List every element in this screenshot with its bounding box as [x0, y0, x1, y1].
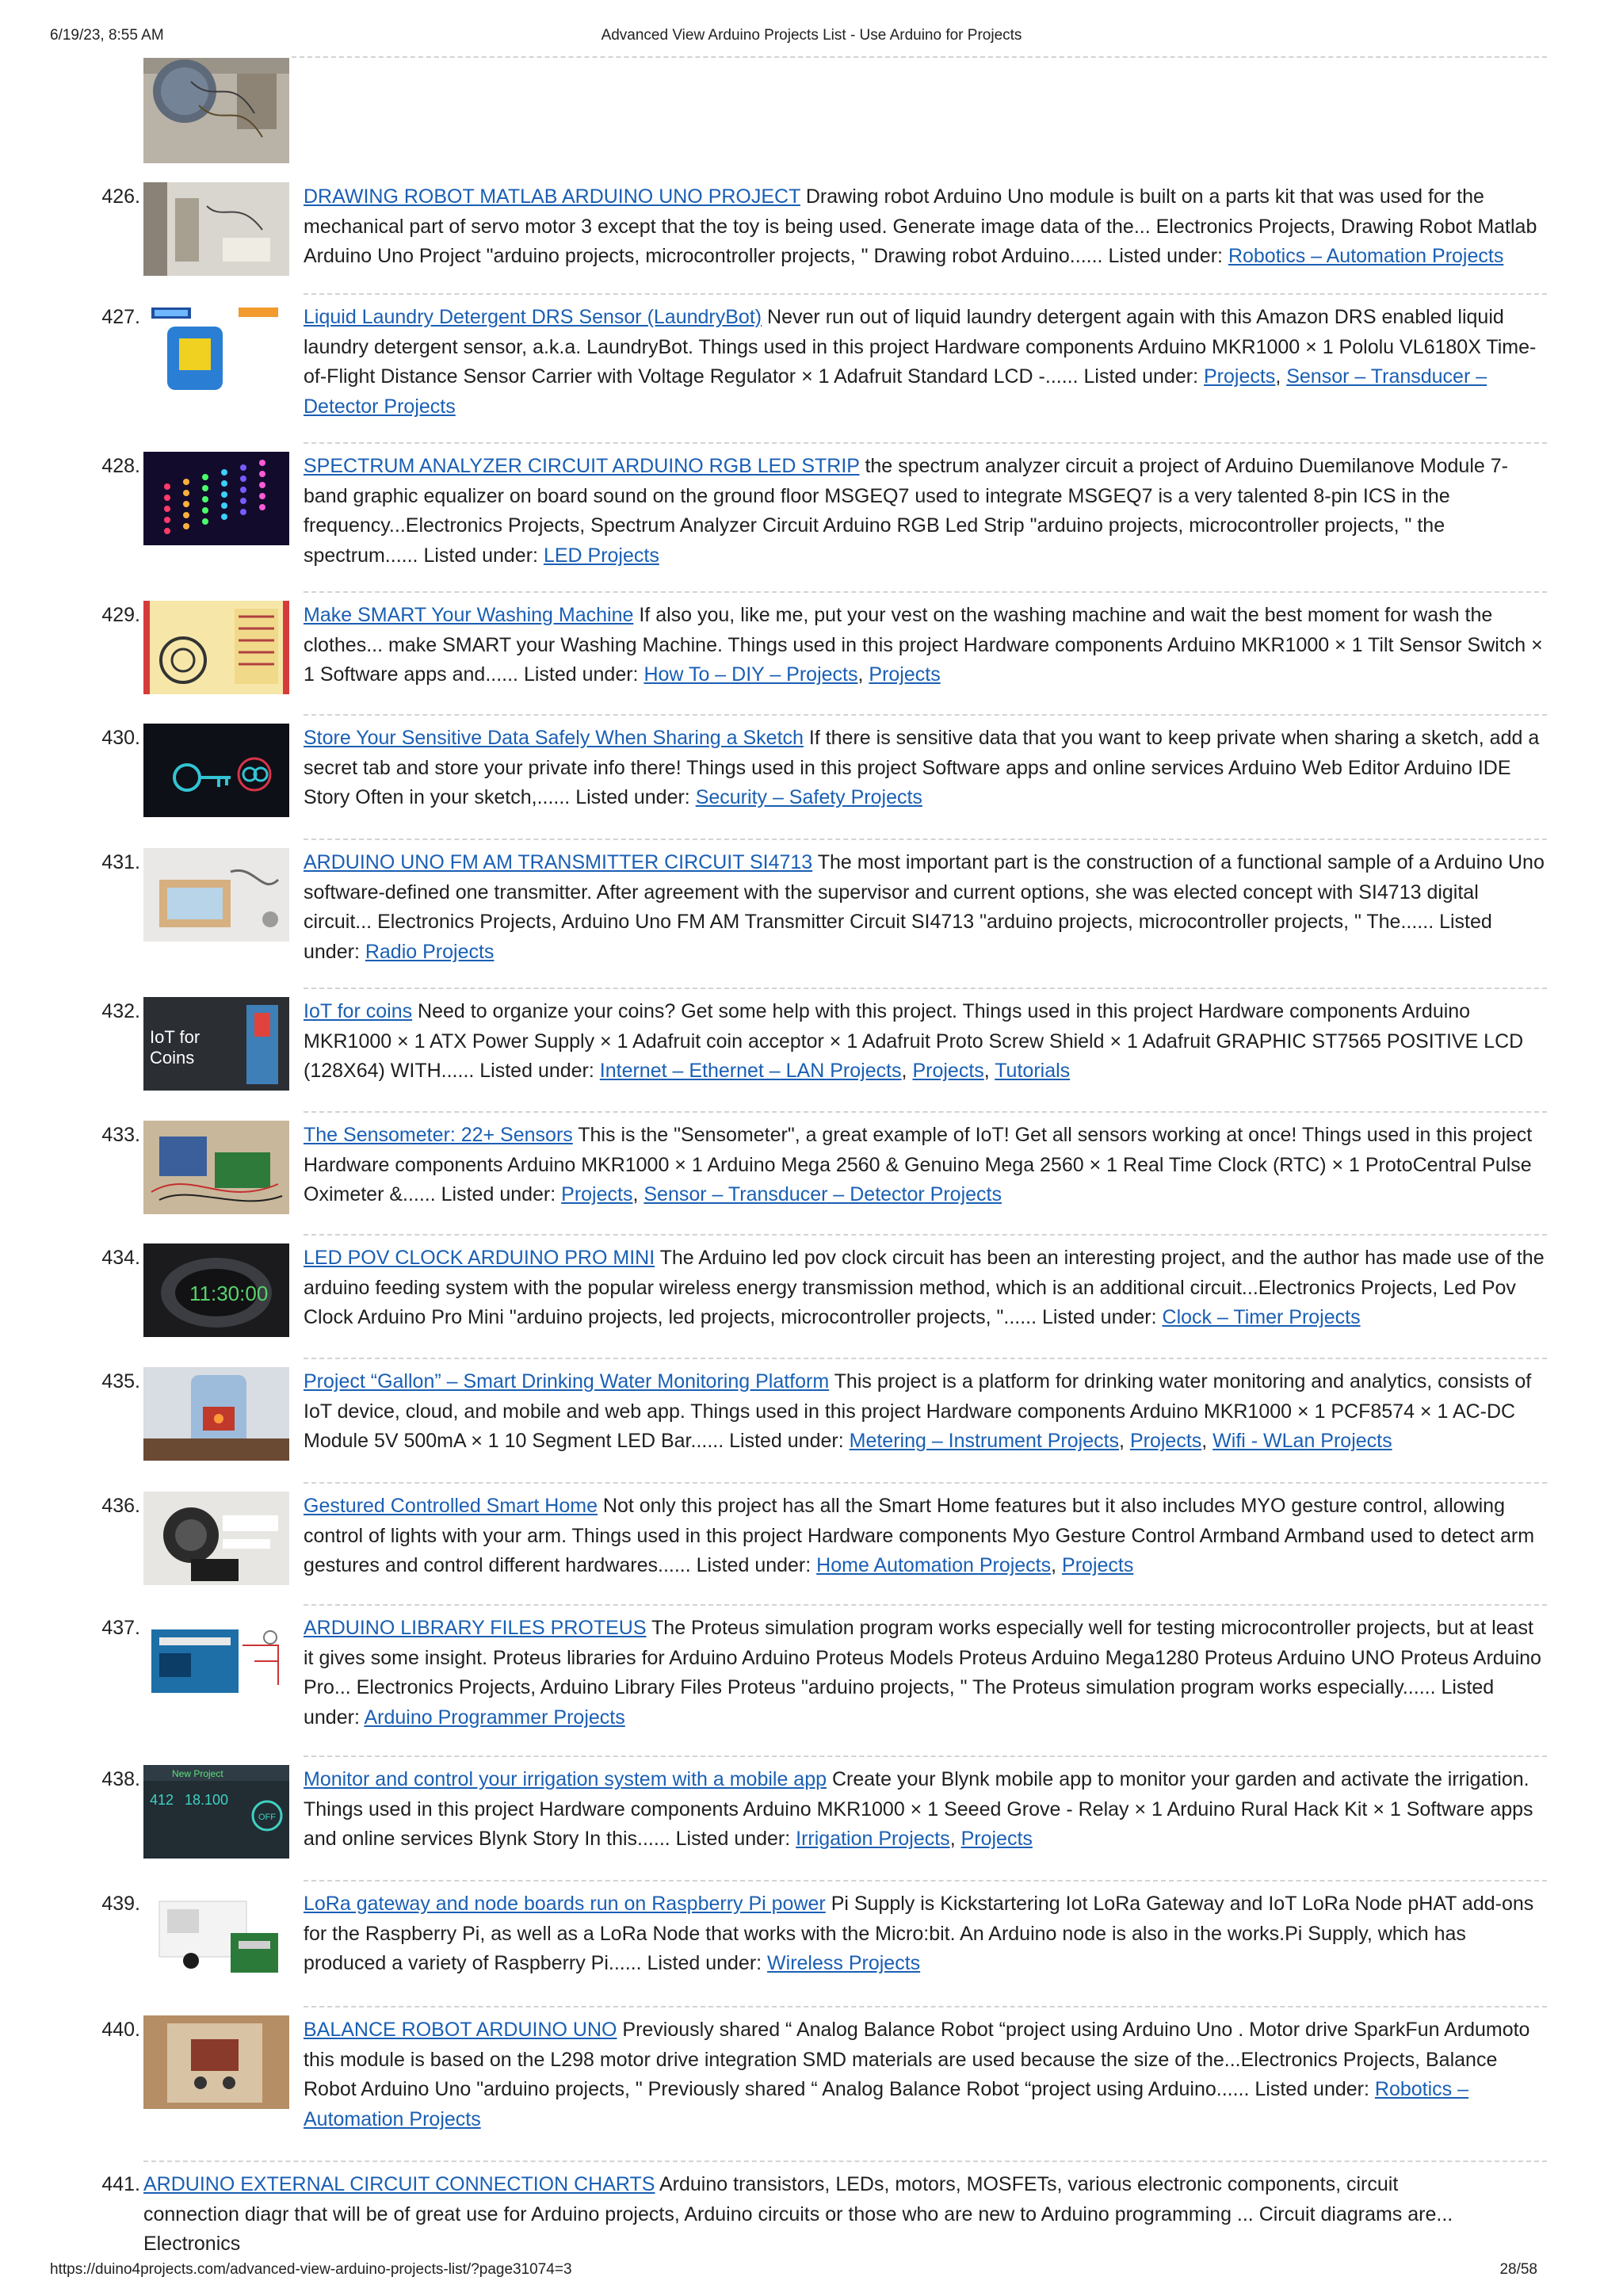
entry-text	[304, 601, 1545, 690]
category-separator: ,	[983, 1060, 995, 1082]
entry-number: 433.	[101, 1124, 140, 1146]
entry-text	[143, 2170, 1491, 2260]
category-link-projects[interactable]: Projects	[869, 663, 941, 686]
project-title-link[interactable]: Gestured Controlled Smart Home	[304, 1495, 598, 1517]
project-title-link[interactable]: SPECTRUM ANALYZER CIRCUIT ARDUINO RGB LED STRIP	[304, 455, 860, 477]
entry-text	[304, 1765, 1545, 1855]
listed-under-label: Listed under:	[523, 663, 644, 686]
toggle-state: OFF	[258, 1813, 276, 1822]
project-description: The most important part is the construction of a functional sample of a Arduino Uno software-defined one transmitter. After agreement with the supervisor and current options, she was elected concept with SI4713 digital circuit... Electronics Projects, Arduino Uno FM AM Transmitter Circuit SI4713 "arduino projects, microcontroller projects, " The......	[304, 851, 1545, 933]
project-thumbnail[interactable]	[143, 2015, 289, 2109]
entry-text	[304, 724, 1545, 813]
listed-under-label: Listed under:	[575, 786, 696, 808]
entry-divider	[304, 293, 1547, 295]
project-thumbnail[interactable]	[143, 1244, 289, 1337]
entry-text	[304, 2015, 1545, 2134]
category-link-how-to-diy-projects[interactable]: How To – DIY – Projects	[643, 663, 858, 686]
svg-text:Coins: Coins	[150, 1048, 195, 1068]
project-title-link[interactable]: The Sensometer: 22+ Sensors	[304, 1124, 573, 1146]
category-separator: ,	[857, 663, 869, 686]
entry-number: 435.	[101, 1370, 140, 1392]
project-title-link[interactable]: LED POV CLOCK ARDUINO PRO MINI	[304, 1247, 655, 1269]
entry-divider	[304, 1755, 1547, 1757]
project-description: The Proteus simulation program works especially well for testing microcontroller projects, but at least it gives some insight. Proteus libraries for Arduino Arduino Proteus Models Proteus Arduino Mega1280 Proteus Arduino UNO Proteus Arduino Pro... Electronics Projects, Arduino Library Files Proteus "arduino projects, " The Proteus simulation program works especially......	[304, 1617, 1541, 1698]
entry-text	[304, 1492, 1545, 1581]
project-title-link[interactable]: ARDUINO EXTERNAL CIRCUIT CONNECTION CHARTS	[143, 2173, 655, 2195]
entry-text	[304, 1367, 1545, 1457]
category-link-projects[interactable]: Projects	[1129, 1430, 1202, 1452]
print-datetime: 6/19/23, 8:55 AM	[50, 27, 164, 44]
category-separator: ,	[1051, 1554, 1063, 1576]
category-separator: ,	[632, 1183, 644, 1205]
project-description: Pi Supply is Kickstartering Iot LoRa Gateway and IoT LoRa Node pHAT add-ons for the Raspberry Pi, as well as a LoRa Node that works with the Micro:bit. An Arduino node is also in the works.Pi Supply, which has produced a variety of Raspberry Pi......	[304, 1893, 1534, 1974]
project-description: The Arduino led pov clock circuit has been an interesting project, and the author has made use of the arduino feeding system with the popular wireless energy transmission method, which is an additional circuit...Electronics Projects, Led Pov Clock Arduino Pro Mini "arduino projects, led projects, microcontroller projects, "......	[304, 1247, 1545, 1328]
entry-number: 428.	[101, 455, 140, 477]
entry-divider	[304, 442, 1547, 444]
category-link-internet-ethernet-lan-projects[interactable]: Internet – Ethernet – LAN Projects	[599, 1060, 902, 1082]
listed-under-label: Listed under:	[696, 1554, 817, 1576]
listed-under-label: Listed under:	[1042, 1306, 1163, 1328]
entry-divider	[304, 839, 1547, 840]
project-title-link[interactable]: ARDUINO LIBRARY FILES PROTEUS	[304, 1617, 647, 1639]
project-title-link[interactable]: ARDUINO UNO FM AM TRANSMITTER CIRCUIT SI4713	[304, 851, 813, 873]
project-description: Drawing robot Arduino Uno module is built on a parts kit that was used for the mechanical part of servo motor 3 except that the toy is being used. Generate image data of the... Electronics Projects, Drawing Robot Matlab Arduino Uno Project "arduino projects, microcontroller projects, " Drawing robot Arduino......	[304, 185, 1537, 267]
app-title: New Project	[172, 1768, 223, 1779]
entry-divider	[304, 1604, 1547, 1606]
listed-under-label: Listed under:	[729, 1430, 850, 1452]
category-link-sensor-transducer-detector-projects[interactable]: Sensor – Transducer – Detector Projects	[304, 365, 1487, 418]
project-title-link[interactable]: IoT for coins	[304, 1000, 413, 1022]
entry-divider	[143, 2160, 1547, 2162]
project-title-link[interactable]: Liquid Laundry Detergent DRS Sensor (LaundryBot)	[304, 306, 762, 328]
category-link-wifi-wlan-projects[interactable]: Wifi - WLan Projects	[1212, 1430, 1392, 1452]
entry-number: 440.	[101, 2019, 140, 2041]
project-thumbnail[interactable]	[143, 997, 289, 1091]
project-description: Never run out of liquid laundry detergent again with this Amazon DRS enabled liquid laundry detergent sensor, a.k.a. LaundryBot. Things used in this project Hardware components Arduino MKR1000 × 1 Pololu VL6180X Time-of-Flight Distance Sensor Carrier with Voltage Regulator × 1 Adafruit Standard LCD -......	[304, 306, 1537, 388]
entry-text	[304, 1244, 1545, 1333]
entry-text	[304, 303, 1545, 422]
category-link-robotics-automation-projects[interactable]: Robotics – Automation Projects	[1228, 245, 1504, 267]
entry-divider	[304, 2006, 1547, 2008]
entry-text	[304, 1614, 1545, 1733]
entry-divider	[304, 1880, 1547, 1881]
category-link-metering-instrument-projects[interactable]: Metering – Instrument Projects	[849, 1430, 1120, 1452]
category-separator: ,	[1119, 1430, 1130, 1452]
entry-text	[304, 1889, 1545, 1979]
entry-divider	[304, 714, 1547, 716]
listed-under-label: Listed under:	[423, 544, 544, 567]
listed-under-label: Listed under:	[1254, 2078, 1375, 2100]
category-link-projects[interactable]: Projects	[1062, 1554, 1134, 1576]
project-thumbnail[interactable]	[143, 1492, 289, 1585]
project-description: If there is sensitive data that you want to keep private when sharing a sketch, add a secret tab and store your private info there! Things used in this project Software apps and online services Arduino Web Editor Arduino IDE Story Often in your sketch,......	[304, 727, 1540, 808]
entry-number: 434.	[101, 1247, 140, 1269]
listed-under-label: Listed under:	[675, 1828, 796, 1850]
project-title-link[interactable]: DRAWING ROBOT MATLAB ARDUINO UNO PROJECT	[304, 185, 800, 208]
listed-under-label: Listed under:	[441, 1183, 562, 1205]
category-link-irrigation-projects[interactable]: Irrigation Projects	[796, 1828, 950, 1850]
project-description: Arduino transistors, LEDs, motors, MOSFETs, various electronic components, circuit connection diagr that will be of great use for Arduino projects, Arduino circuits or those who are new to Arduino programming ... Circuit diagrams are... Electronics	[143, 2173, 1453, 2255]
category-link-led-projects[interactable]: LED Projects	[543, 544, 659, 567]
project-description: This project is a platform for drinking water monitoring and analytics, consists of IoT device, cloud, and mobile and web app. Things used in this project Hardware components Arduino MKR1000 × 1 PCF8574 × 1 AC-DC Module 5V 500mA × 1 10 Segment LED Bar......	[304, 1370, 1532, 1452]
project-description: Previously shared “ Analog Balance Robot “project using Arduino Uno . Motor drive SparkFun Ardumoto this module is based on the L298 motor drive integration SMD materials are used because the size of the...Electronics Projects, Balance Robot Arduino Uno "arduino projects, " Previously shared “ Analog Balance Robot “project using Arduino......	[304, 2019, 1530, 2100]
thumbnail-caption: IoT for	[150, 1027, 200, 1047]
entry-number: 432.	[101, 1000, 140, 1022]
entry-number: 439.	[101, 1893, 140, 1915]
category-link-projects[interactable]: Projects	[1204, 365, 1276, 388]
page-number: 28/58	[1499, 2261, 1537, 2278]
category-separator: ,	[1201, 1430, 1213, 1452]
entry-number: 429.	[101, 604, 140, 626]
project-thumbnail[interactable]	[143, 1367, 289, 1461]
category-link-tutorials[interactable]: Tutorials	[995, 1060, 1071, 1082]
entry-number: 436.	[101, 1495, 140, 1517]
project-thumbnail[interactable]	[143, 1121, 289, 1214]
project-description: Create your Blynk mobile app to monitor your garden and activate the irrigation. Things used in this project Hardware components Arduino MKR1000 × 1 Seeed Grove - Relay × 1 Arduino Rural Hack Kit × 1 Software apps and online services Blynk Story In this......	[304, 1768, 1533, 1850]
entry-divider	[304, 1234, 1547, 1236]
project-thumbnail[interactable]	[143, 1765, 289, 1859]
listed-under-label: Listed under:	[479, 1060, 600, 1082]
entry-number: 437.	[101, 1617, 140, 1639]
listed-under-label: Listed under:	[647, 1952, 768, 1974]
project-thumbnail[interactable]	[143, 1889, 289, 1983]
entry-text	[304, 1121, 1545, 1210]
value-2: 18.100	[185, 1792, 229, 1808]
entry-number: 430.	[101, 727, 140, 749]
entry-divider	[304, 591, 1547, 593]
project-thumbnail[interactable]	[143, 724, 289, 817]
category-link-clock-timer-projects[interactable]: Clock – Timer Projects	[1162, 1306, 1361, 1328]
listed-under-label: Listed under:	[1108, 245, 1228, 267]
entry-number: 426.	[101, 185, 140, 208]
project-description: If also you, like me, put your vest on the washing machine and wait the best moment for wash the clothes... make SMART your Washing Machine. Things used in this project Hardware components Arduino MKR1000 × 1 Tilt Sensor Switch × 1 Software apps and......	[304, 604, 1543, 686]
entry-number: 438.	[101, 1768, 140, 1790]
category-link-arduino-programmer-projects[interactable]: Arduino Programmer Projects	[364, 1706, 625, 1729]
entry-text	[304, 182, 1545, 272]
category-link-radio-projects[interactable]: Radio Projects	[365, 940, 495, 963]
listed-under-label: Listed under:	[304, 911, 1492, 963]
project-thumbnail[interactable]	[143, 452, 289, 545]
entry-divider	[304, 988, 1547, 989]
entry-number: 427.	[101, 306, 140, 328]
page-title: Advanced View Arduino Projects List - Use Arduino for Projects	[601, 27, 1022, 44]
entry-number: 441.	[101, 2173, 140, 2195]
entry-divider	[304, 1111, 1547, 1113]
category-separator: ,	[949, 1828, 961, 1850]
category-link-security-safety-projects[interactable]: Security – Safety Projects	[695, 786, 922, 808]
project-thumbnail[interactable]	[143, 848, 289, 942]
category-link-wireless-projects[interactable]: Wireless Projects	[767, 1952, 921, 1974]
entry-text	[304, 848, 1545, 967]
category-separator: ,	[1275, 365, 1287, 388]
category-separator: ,	[901, 1060, 913, 1082]
category-link-home-automation-projects[interactable]: Home Automation Projects	[816, 1554, 1052, 1576]
project-description: the spectrum analyzer circuit a project of Arduino Duemilanove Module 7-band graphic equalizer on board sound on the ground floor MSGEQ7 used to integrate MSGEQ7 is a very talented 8-pin ICS in the frequency...Electronics Projects, Spectrum Analyzer Circuit Arduino RGB Led Strip "arduino projects, microcontroller projects, " the spectrum......	[304, 455, 1508, 567]
project-title-link[interactable]: BALANCE ROBOT ARDUINO UNO	[304, 2019, 617, 2041]
project-thumbnail[interactable]	[143, 1614, 289, 1707]
project-title-link[interactable]: Make SMART Your Washing Machine	[304, 604, 634, 626]
project-title-link[interactable]: Project “Gallon” – Smart Drinking Water Monitoring Platform	[304, 1370, 830, 1392]
clock-readout: 11:30:00	[189, 1282, 269, 1305]
project-description: This is the "Sensometer", a great example of IoT! Get all sensors working at once! Things used in this project Hardware components Arduino MKR1000 × 1 Arduino Mega 2560 & Genuino Mega 2560 × 1 Real Time Clock (RTC) × 1 ProtoCentral Pulse Oximeter &......	[304, 1124, 1533, 1205]
category-link-projects[interactable]: Projects	[561, 1183, 633, 1205]
entry-text	[304, 452, 1545, 571]
page-url: https://duino4projects.com/advanced-view-arduino-projects-list/?page31074=3	[50, 2261, 572, 2278]
entry-text	[304, 997, 1545, 1087]
value-1: 412	[150, 1792, 174, 1808]
category-link-sensor-transducer-detector-projects[interactable]: Sensor – Transducer – Detector Projects	[643, 1183, 1002, 1205]
category-link-projects[interactable]: Projects	[960, 1828, 1033, 1850]
entry-number: 431.	[101, 851, 140, 873]
category-link-robotics-automation-projects[interactable]: Robotics – Automation Projects	[304, 2078, 1469, 2130]
project-title-link[interactable]: Monitor and control your irrigation system with a mobile app	[304, 1768, 827, 1790]
project-description: Need to organize your coins? Get some help with this project. Things used in this project Hardware components Arduino MKR1000 × 1 ATX Power Supply × 1 Adafruit coin acceptor × 1 Adafruit Proto Screw Shield × 1 Adafruit GRAPHIC ST7565 POSITIVE LCD (128X64) WITH......	[304, 1000, 1524, 1082]
project-description: Not only this project has all the Smart Home features but it also includes MYO gesture control, allowing control of lights with your arm. Things used in this project Hardware components Myo Gesture Control Armband Armband used to detect arm gestures and control different hardwares......	[304, 1495, 1535, 1576]
project-title-link[interactable]: Store Your Sensitive Data Safely When Sharing a Sketch	[304, 727, 804, 749]
entry-divider	[304, 1482, 1547, 1484]
project-thumbnail[interactable]	[143, 303, 289, 396]
listed-under-label: Listed under:	[1083, 365, 1204, 388]
category-link-projects[interactable]: Projects	[912, 1060, 984, 1082]
entry-divider	[304, 1358, 1547, 1359]
listed-under-label: Listed under:	[304, 1676, 1495, 1729]
project-title-link[interactable]: LoRa gateway and node boards run on Raspberry Pi power	[304, 1893, 826, 1915]
project-thumbnail[interactable]	[143, 182, 289, 276]
project-thumbnail[interactable]	[143, 601, 289, 694]
